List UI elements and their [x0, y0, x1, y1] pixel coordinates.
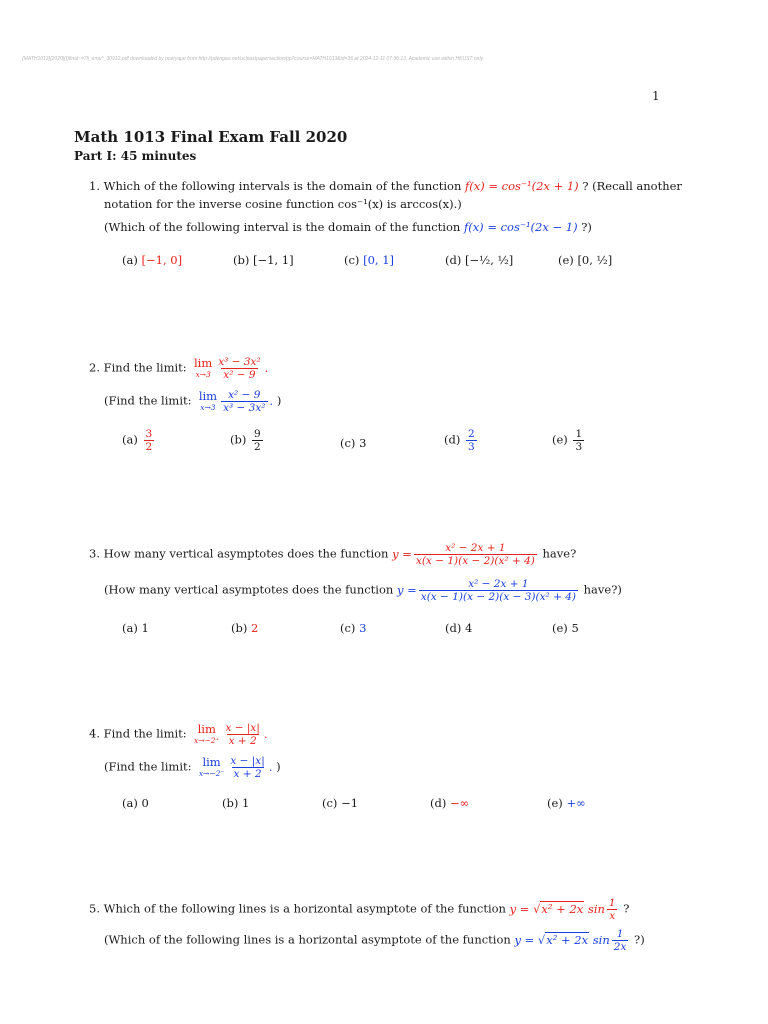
option-c: (c) [0, 1] — [344, 253, 394, 267]
option-d: (d) $\frac{2}{3}$ — [444, 428, 475, 453]
exam-part: Part I: 45 minutes — [74, 149, 197, 163]
exam-title: Math 1013 Final Exam Fall 2020 — [74, 128, 348, 146]
question-2-stem: 2. Find the limit: lim x→3 $\frac{\text{x³ − 3x²}}{\text{x² − 9}}$ . — [89, 355, 269, 381]
page-number: 1 — [652, 89, 660, 103]
question-1-note: notation for the inverse cosine function cos⁻¹(x) is arccos(x).) — [104, 197, 462, 211]
option-a: (a) [−1, 0] — [122, 253, 183, 267]
question-4-alt: (Find the limit: lim x→−2⁻ $\frac{x - |x|}{x + 2}$ . ) — [104, 754, 281, 780]
function-fraction-blue: $\frac{\text{x² − 2x + 1}}{\text{x(x − 1)(x − 2)(x − 3)(x² + 4)}}$ — [420, 578, 576, 603]
limit-fraction-blue: $\frac{x - |x|}{x + 2}$ — [230, 755, 265, 780]
limit-fraction-blue: $\frac{\text{x² − 9}}{\text{x³ − 3x²}}$ — [223, 389, 266, 414]
option-a: (a) 0 — [122, 796, 149, 810]
option-b: (b) 1 — [222, 796, 250, 810]
option-d: (d) −∞ — [430, 796, 470, 810]
function-red: f(x) = cos⁻¹(2x + 1) — [465, 179, 579, 193]
limit-operator: lim x→3 — [193, 355, 213, 379]
option-c: (c) 3 — [340, 436, 367, 450]
option-e: (e) 5 — [552, 621, 579, 635]
question-3-alt: (How many vertical asymptotes does the function y = $\frac{\text{x² − 2x + 1}}{\text{x(x − 1)(x − 2)(x − 3)(x² + 4)}}$ have?) — [104, 578, 622, 603]
question-4-stem: 4. Find the limit: lim x→−2⁺ $\frac{x - |x|}{x + 2}$ . — [89, 721, 268, 747]
function-red: y = √x² + 2x sin $\frac{1}{x}$ — [509, 897, 616, 922]
option-c: (c) 3 — [340, 621, 367, 635]
option-a: (a) $\frac{3}{2}$ — [122, 428, 153, 453]
option-c: (c) −1 — [322, 796, 359, 810]
limit-fraction-red: $\frac{\text{x³ − 3x²}}{\text{x² − 9}}$ — [218, 356, 261, 381]
question-1-alt: (Which of the following interval is the domain of the function f(x) = cos⁻¹(2x − 1) ?) — [104, 220, 592, 234]
question-3-stem: 3. How many vertical asymptotes does the function y = $\frac{\text{x² − 2x + 1}}{\text{x(x − 1)(x − 2)(x² + 4)}}$ have? — [89, 542, 577, 567]
question-number: 1. — [89, 179, 100, 193]
option-b: (b) $\frac{9}{2}$ — [230, 428, 261, 453]
option-e: (e) [0, ½] — [558, 253, 613, 267]
question-2-alt: (Find the limit: lim x→3 $\frac{\text{x² − 9}}{\text{x³ − 3x²}}$ . ) — [104, 388, 282, 414]
download-watermark: (MATH1013)[2020](f)final~=7li_emu^_30912.pdf downloaded by pceryape from http://pdengao.net/uclpastpapersection/pp?course=MATH1013&id=36 at 2024-12-11 07:36:13. Academic use within HKUST only. — [22, 56, 485, 62]
question-1-stem: 1. Which of the following intervals is the domain of the function f(x) = cos⁻¹(2x + 1) ? (Recall another — [89, 179, 682, 193]
function-blue: f(x) = cos⁻¹(2x − 1) — [463, 220, 578, 234]
option-e: (e) $\frac{1}{3}$ — [552, 428, 583, 453]
option-d: (d) 4 — [445, 621, 473, 635]
option-b: (b) 2 — [231, 621, 259, 635]
function-blue: y = √x² + 2x sin $\frac{1}{2x}$ — [514, 928, 627, 953]
limit-fraction-red: $\frac{x - |x|}{x + 2}$ — [225, 722, 260, 747]
option-b: (b) [−1, 1] — [233, 253, 294, 267]
option-e: (e) +∞ — [547, 796, 586, 810]
function-fraction-red: $\frac{\text{x² − 2x + 1}}{\text{x(x − 1)(x − 2)(x² + 4)}}$ — [415, 542, 535, 567]
question-5-alt: (Which of the following lines is a horizontal asymptote of the function y = √x² + 2x sin $\frac{1}{2x}$ ?) — [104, 928, 645, 953]
option-a: (a) 1 — [122, 621, 149, 635]
question-5-stem: 5. Which of the following lines is a horizontal asymptote of the function y = √x² + 2x sin $\frac{1}{x}$ ? — [89, 897, 630, 922]
option-d: (d) [−½, ½] — [445, 253, 514, 267]
